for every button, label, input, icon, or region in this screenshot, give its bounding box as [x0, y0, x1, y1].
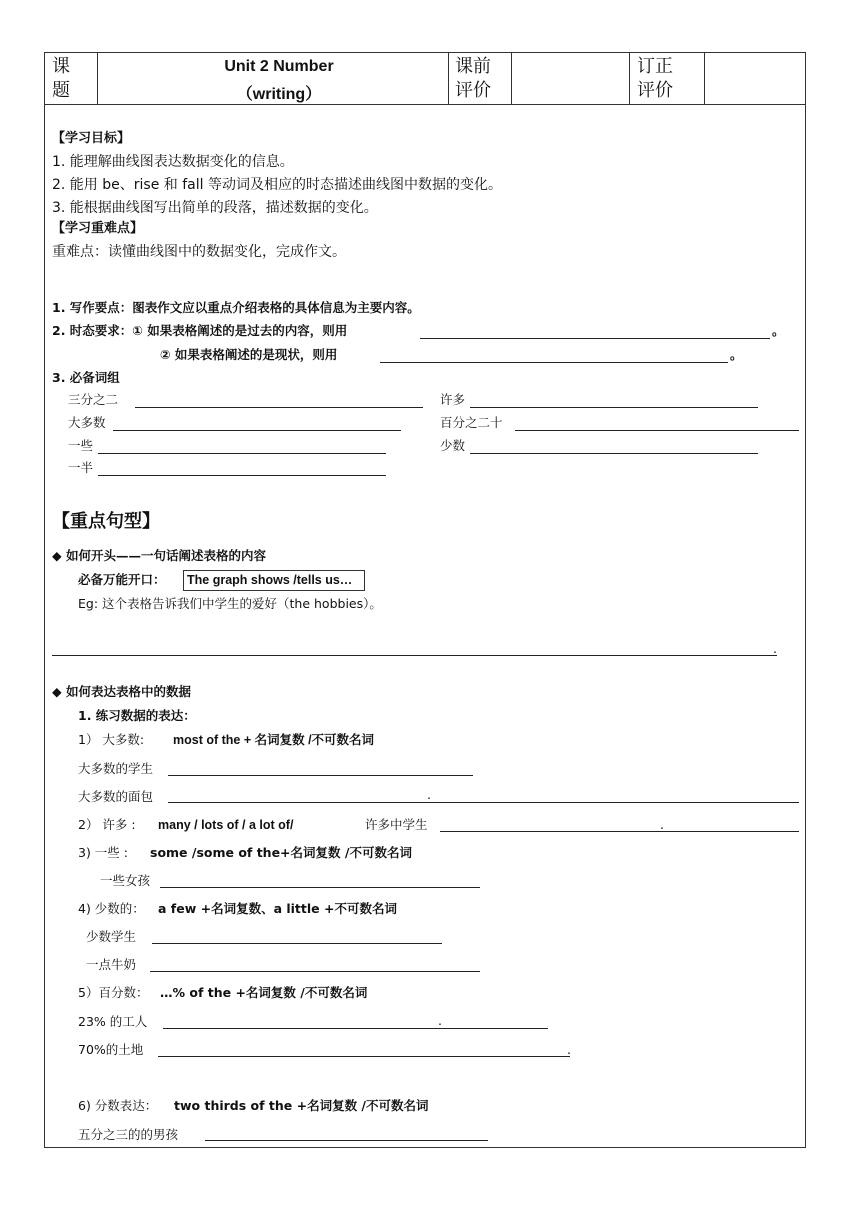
header-col-line: [97, 52, 98, 105]
header-col-line: [511, 52, 512, 105]
exercise-label: 少数学生: [86, 929, 137, 944]
exercise-label: 许多中学生: [365, 817, 428, 832]
data-expr-sub: 1. 练习数据的表达：: [78, 708, 196, 723]
answer-blank[interactable]: [380, 362, 728, 363]
unit-subtitle: （writing）: [236, 86, 322, 103]
key-sentences-heading: 【重点句型】: [52, 511, 160, 532]
answer-blank[interactable]: [135, 407, 423, 408]
writing-point: 1. 写作要点：图表作文应以重点介绍表格的具体信息为主要内容。: [52, 300, 420, 315]
fix-eval-label: 订正 评价: [637, 56, 673, 101]
answer-blank[interactable]: [98, 475, 386, 476]
exercise-label: 70%的土地: [78, 1042, 144, 1057]
phrases-heading: 3. 必备词组: [52, 370, 120, 385]
exercise-label: 一些女孩: [100, 873, 151, 888]
tense-requirement: 2. 时态要求：① 如果表格阐述的是过去的内容，则用: [52, 323, 348, 338]
period: .: [773, 641, 777, 656]
item-label: 6) 分数表达：: [78, 1098, 158, 1113]
focus-text: 重难点：读懂曲线图中的数据变化，完成作文。: [52, 244, 346, 260]
goal-item: 3. 能根据曲线图写出简单的段落，描述数据的变化。: [52, 200, 378, 216]
period: 。: [730, 347, 743, 362]
phrase-label: 一些: [68, 438, 94, 453]
opening-sentence-box: The graph shows /tells us…: [183, 570, 365, 591]
example-sentence: Eg: 这个表格告诉我们中学生的爱好（the hobbies）。: [78, 596, 382, 611]
phrase-label: 许多: [440, 392, 466, 407]
exercise-label: 大多数的面包: [78, 789, 154, 804]
item-rule: many / lots of / a lot of/: [158, 818, 294, 832]
answer-blank[interactable]: [168, 802, 799, 803]
exercise-label: 大多数的学生: [78, 761, 154, 776]
item-label: 3) 一些 :: [78, 845, 128, 860]
how-to-open: ◆ 如何开头——一句话阐述表格的内容: [52, 548, 266, 563]
answer-blank[interactable]: [470, 407, 758, 408]
answer-blank[interactable]: [52, 655, 777, 656]
answer-blank[interactable]: [440, 831, 799, 832]
period: .: [438, 1013, 442, 1028]
period: .: [660, 817, 664, 832]
answer-blank[interactable]: [150, 971, 480, 972]
exercise-label: 五分之三的的男孩: [78, 1127, 179, 1142]
period: .: [567, 1042, 571, 1057]
phrase-label: 少数: [440, 438, 466, 453]
phrase-label: 大多数: [68, 415, 106, 430]
item-label: 2） 许多 :: [78, 817, 136, 832]
goals-heading: 【学习目标】: [52, 131, 131, 146]
answer-blank[interactable]: [205, 1140, 488, 1141]
answer-blank[interactable]: [160, 887, 480, 888]
item-label: 5）百分数：: [78, 985, 149, 1000]
goal-item: 1. 能理解曲线图表达数据变化的信息。: [52, 154, 294, 170]
tense-requirement-b: ② 如果表格阐述的是现状，则用: [160, 347, 338, 362]
item-rule: most of the + 名词复数 /不可数名词: [173, 733, 375, 747]
item-rule: a few +名词复数、a little +不可数名词: [158, 901, 397, 916]
answer-blank[interactable]: [168, 775, 473, 776]
header-divider: [44, 104, 806, 105]
item-label: 1） 大多数:: [78, 732, 145, 747]
answer-blank[interactable]: [158, 1056, 570, 1057]
exercise-label: 23% 的工人: [78, 1014, 148, 1029]
item-rule: …% of the +名词复数 /不可数名词: [160, 985, 368, 1000]
answer-blank[interactable]: [152, 943, 442, 944]
answer-blank[interactable]: [163, 1028, 548, 1029]
answer-blank[interactable]: [470, 453, 758, 454]
header-col-line: [704, 52, 705, 105]
must-open-label: 必备万能开口：: [78, 572, 166, 587]
focus-heading: 【学习重难点】: [52, 221, 144, 236]
answer-blank[interactable]: [515, 430, 799, 431]
phrase-label: 百分之二十: [440, 415, 503, 430]
goal-item: 2. 能用 be、rise 和 fall 等动词及相应的时态描述曲线图中数据的变化。: [52, 177, 502, 193]
header-col-line: [448, 52, 449, 105]
unit-title: Unit 2 Number: [224, 58, 334, 75]
period: 。: [772, 323, 785, 338]
header-col-line: [629, 52, 630, 105]
item-rule: some /some of the+名词复数 /不可数名词: [150, 845, 412, 860]
phrase-label: 三分之二: [68, 392, 119, 407]
answer-blank[interactable]: [98, 453, 386, 454]
data-expr-heading: ◆ 如何表达表格中的数据: [52, 684, 191, 699]
answer-blank[interactable]: [113, 430, 401, 431]
period: .: [427, 787, 431, 802]
pre-eval-label: 课前 评价: [455, 56, 491, 101]
answer-blank[interactable]: [420, 338, 770, 339]
topic-label: 课 题: [52, 56, 70, 101]
exercise-label: 一点牛奶: [86, 957, 137, 972]
item-label: 4) 少数的：: [78, 901, 145, 916]
phrase-label: 一半: [68, 460, 94, 475]
item-rule: two thirds of the +名词复数 /不可数名词: [174, 1098, 429, 1113]
